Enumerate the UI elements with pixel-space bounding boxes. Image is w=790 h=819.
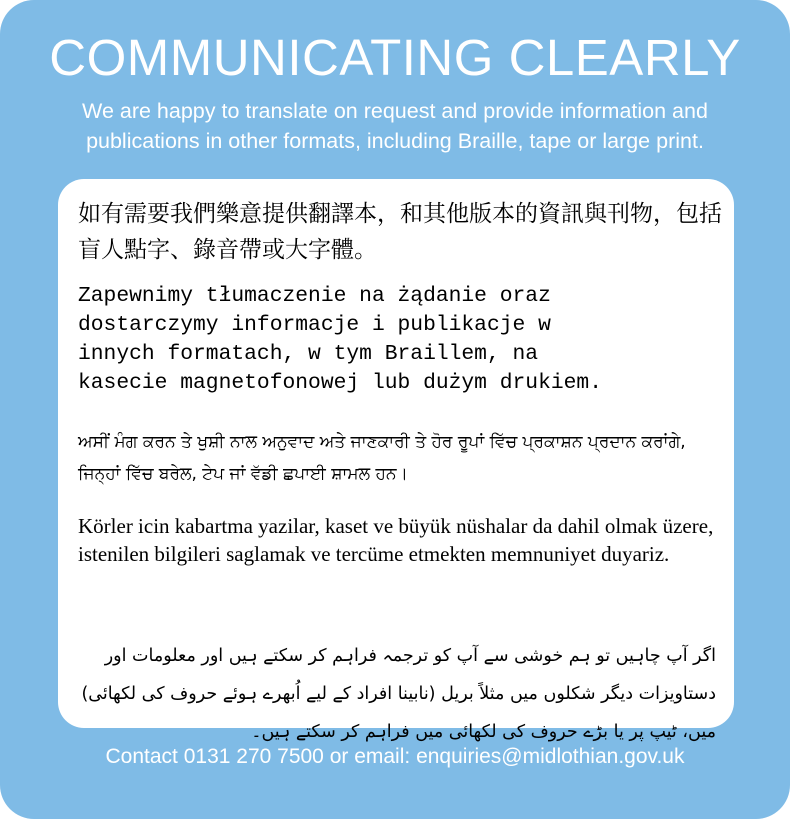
contact-email-link[interactable]: enquiries@midlothian.gov.uk [416,745,685,768]
polish-translation: Zapewnimy tłumaczenie na żądanie oraz dostarczymy informacje i publikacje w innych formatach, w tym Braillem, na kasecie magnetofonowej lub dużym drukiem. [78,284,602,395]
turkish-translation: Körler icin kabartma yazilar, kaset ve büyük nüshalar da dahil olmak üzere, istenilen bilgileri saglamak ve tercüme etmekten memnuniyet duyariz. [78,514,714,566]
intro-text: We are happy to translate on request and provide information and publications in other formats, including Braille, tape or large print. [82,99,708,153]
translations-card [58,179,734,742]
chinese-translation: 如有需要我們樂意提供翻譯本，和其他版本的資訊與刊物，包括盲人點字、錄音帶或大字體。 [78,201,722,263]
punjabi-translation: ਅਸੀਂ ਮੰਗ ਕਰਨ ਤੇ ਖੁਸ਼ੀ ਨਾਲ ਅਨੁਵਾਦ ਅਤੇ ਜਾਣਕਾਰੀ ਤੇ ਹੋਰ ਰੂਪਾਂ ਵਿੱਚ ਪ੍ਰਕਾਸ਼ਨ ਪ੍ਰਦਾਨ ਕਰਾਂਗੇ, ਜਿਨ੍ਹਾਂ ਵਿੱਚ ਬਰੇਲ, ਟੇਪ ਜਾਂ ਵੱਡੀ ਛਪਾਈ ਸ਼ਾਮਲ ਹਨ। [78,432,686,484]
urdu-translation: اگر آپ چاہیں تو ہم خوشی سے آپ کو ترجمہ فراہم کر سکتے ہیں اور معلومات اور دستاویزات دیگر شکلوں میں مثلاً بریل (نابینا افراد کے لیے اُبھرے ہوئے حروف کی لکھائی) میں، ٹیپ پر یا بڑے حروف کی لکھائی میں فراہم کر سکتے ہیں۔ [81,646,716,742]
page-title: COMMUNICATING CLEARLY [49,29,741,86]
contact-phone-text: Contact 0131 270 7500 or email: [105,745,417,768]
contact-line [0,745,790,769]
